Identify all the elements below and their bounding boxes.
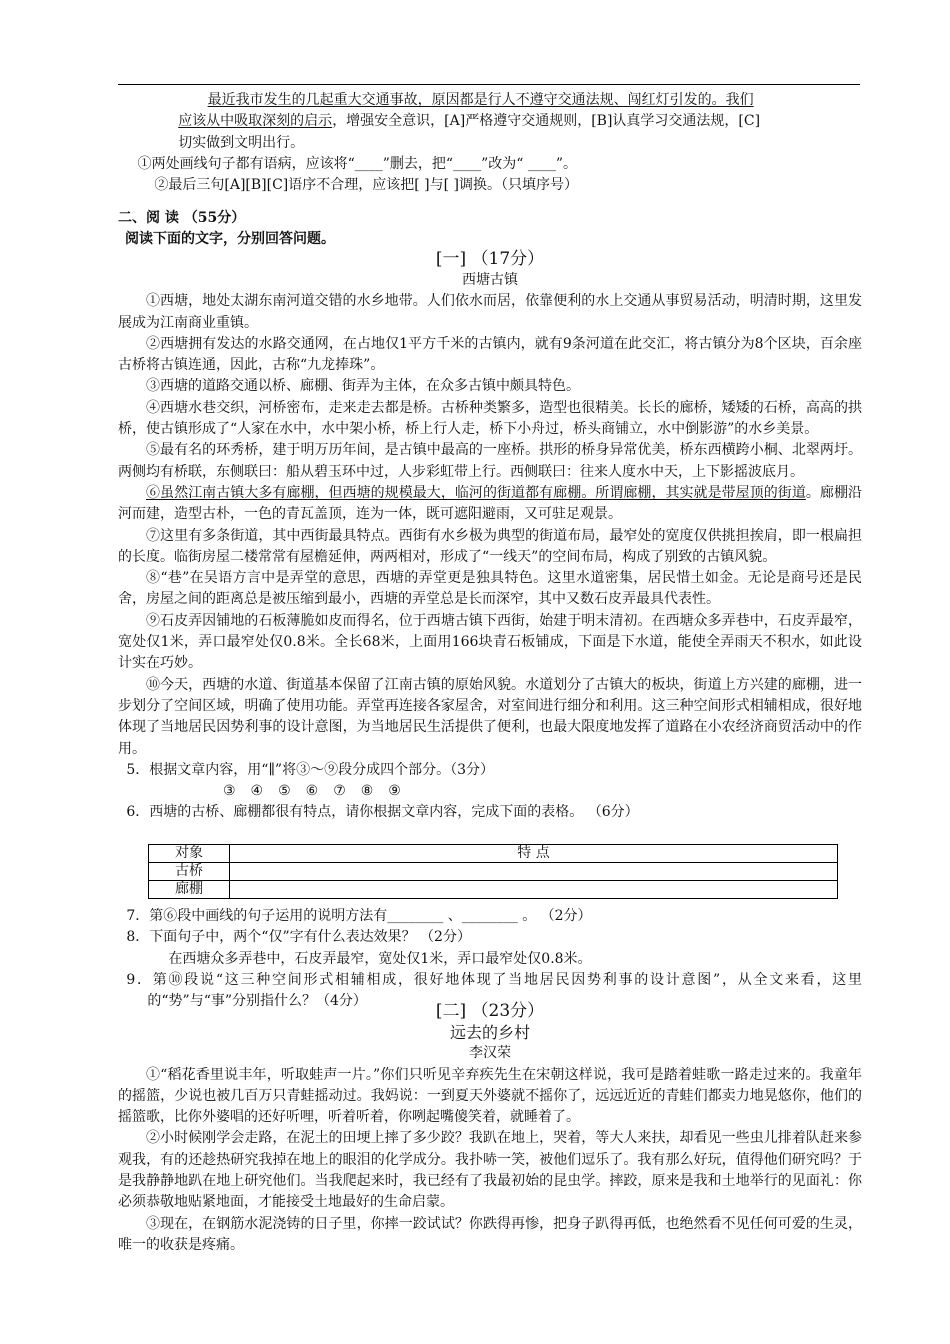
- grammar-question: [118, 90, 862, 196]
- underlined-sentence: 最近我市发生的几起重大交通事故，原因都是行人不遵守交通法规、闯红灯引发的。我们: [207, 92, 754, 108]
- question-7: 7．第⑥段中画线的句子运用的说明方法有________ 、________ 。 （2分）: [126, 908, 592, 924]
- table-row: [149, 863, 838, 881]
- author: 李汉荣: [469, 1045, 511, 1062]
- sentence-line2: [118, 111, 862, 132]
- question-9: 9．第⑩段说“这三种空间形式相辅相成，很好地体现了当地居民因势利事的设计意图”，从全文来看，这里的“势”与“事”分别指什么？（4分）: [126, 971, 862, 1010]
- question-8: 8．下面句子中，两个“仅”字有什么表达效果？ （2分）: [126, 929, 471, 946]
- question-8-quote: 在西塘众多弄巷中，石皮弄最窄，宽处仅1米，弄口最窄处仅0.8米。: [168, 950, 592, 967]
- question-6: 6．西塘的古桥、廊棚都很有特点，请你根据文章内容，完成下面的表格。 （6分）: [126, 804, 639, 821]
- table-header-row: [149, 845, 838, 863]
- passage-two: [118, 1000, 862, 1256]
- paragraph: ⑤最有名的环秀桥，建于明万历年间，是古镇中最高的一座桥。拱形的桥身异常优美，桥东西横跨小桐、北翠两圩。两侧均有桥联，东侧联曰：船从碧玉环中过，人步彩虹带上行。西侧联曰：往来人度水中天，上下影摇波底月。: [118, 442, 862, 480]
- sentence-line3: 切实做到文明出行。: [178, 134, 305, 151]
- paragraph: ③西塘的道路交通以桥、廊棚、街弄为主体，在众多古镇中颇具特色。: [146, 378, 580, 395]
- table-header: 特 点: [230, 845, 838, 863]
- paragraph-numbers: ③④⑤⑥⑦⑧⑨: [223, 783, 416, 800]
- paragraph: ②小时候刚学会走路，在泥土的田埂上摔了多少跤？我趴在地上，哭着，等大人来扶，却看见一些虫儿排着队赶来参观我，有的还趁热研究我掉在地上的眼泪的化学成分。我扑哧一笑，被他们逗乐了。我有那么好玩，值得他们研究吗？于是我静静地趴在地上研究他们。当我爬起来时，我已经有了我最初始的昆虫学。摔跤，原来是我和土地举行的见面礼：你必须恭敬地贴紧地面，才能接受土地最好的生命启蒙。: [118, 1130, 862, 1211]
- part-two-heading: [二] （23分）: [435, 1001, 545, 1021]
- features-table: [148, 844, 838, 899]
- top-rule: [118, 84, 860, 85]
- sentence-rest: ，增强安全意识，[A]严格遵守交通规则，[B]认真学习交通法规，[C]: [332, 113, 761, 130]
- paragraph: ④西塘水巷交织，河桥密布，走来走去都是桥。古桥种类繁多，造型也很精美。长长的廊桥，矮矮的石桥，高高的拱桥，使古镇形成了“人家在水中，水中架小桥，桥上行人走，桥下小舟过，桥头商铺立，水中倒影游”的水乡美景。: [118, 399, 862, 438]
- passage-one: [118, 248, 862, 824]
- paragraph: ②西塘拥有发达的水路交通网，在占地仅1平方千米的古镇内，就有9条河道在此交汇，将古镇分为8个区块，百余座古桥将古镇连通，因此，古称“九龙捧珠”。: [118, 335, 862, 374]
- paragraph: ③现在，在钢筋水泥浇铸的日子里，你摔一跤试试？你跌得再惨，把身子趴得再低，也绝然看不见任何可爱的生灵，唯一的收获是疼痛。: [118, 1215, 862, 1253]
- table-header: 对象: [149, 845, 230, 863]
- paragraph: ①“稻花香里说丰年，听取蛙声一片。”你们只听见辛弃疾先生在宋朝这样说，我可是踏着蛙歌一路走过来的。我童年的摇篮，少说也被几百万只青蛙摇动过。我妈说：一到夏天外婆就不摇你了，远远近近的青蛙们都卖力地晃悠你，他们的摇篮歌，比你外婆唱的还好听哩，听着听着，你咧起嘴傻笑着，就睡着了。: [118, 1066, 862, 1126]
- underlined-sentence-p6: ⑥虽然江南古镇大多有廊棚，但西塘的规模最大，临河的街道都有廊棚。所谓廊棚，其实就是带屋顶的街道: [146, 484, 806, 501]
- section-instruction: 阅读下面的文字，分别回答问题。: [125, 231, 335, 248]
- paragraph-six: [118, 483, 862, 526]
- answer-cell[interactable]: [230, 863, 838, 881]
- sub-question-2: ②最后三句[A][B][C]语序不合理，应该把[ ]与[ ]调换。（只填序号）: [154, 177, 579, 194]
- paragraph: ①西塘，地处太湖东南河道交错的水乡地带。人们依水而居，依靠便利的水上交通从事贸易活动，明清时期，这里发展成为江南商业重镇。: [118, 293, 862, 331]
- section-two: [118, 208, 862, 251]
- answer-cell[interactable]: [230, 881, 838, 899]
- table-row-label: 廊棚: [149, 881, 230, 899]
- table-row: [149, 881, 838, 899]
- paragraph: ⑦这里有多条街道，其中西街最具特点。西街有水乡极为典型的街道布局，最窄处的宽度仅供挑担挨肩，即一根扁担的长度。临街房屋二楼常常有屋檐延伸，两两相对，形成了“一线天”的空间布局，构成了别致的古镇风貌。: [118, 527, 862, 565]
- paragraph: ⑧“巷”在吴语方言中是弄堂的意思，西塘的弄堂更是独具特色。这里水道密集，居民惜土如金。无论是商号还是民舍，房屋之间的距离总是被压缩到最小，西塘的弄堂总是长而深窄，其中又数石皮弄最具代表性。: [118, 570, 862, 608]
- paragraph: ⑩今天，西塘的水道、街道基本保留了江南古镇的原始风貌。水道划分了古镇大的板块，街道上方兴建的廊棚，进一步划分了空间区域，明确了使用功能。弄堂再连接各家屋舍，对室间进行细分和利用。这三种空间形式相辅相成，很好地体现了当地居民因势利事的设计意图，为当地居民生活提供了便利，也最大限度地发挥了道路在小农经济商贸活动中的作用。: [118, 676, 862, 757]
- part-one-heading: [一] （17分）: [435, 249, 545, 269]
- underlined-phrase: 应该从中吸取深刻的启示: [178, 113, 333, 130]
- paragraph: ⑨石皮弄因铺地的石板薄脆如皮而得名，位于西塘古镇下西街，始建于明末清初。在西塘众多弄巷中，石皮弄最窄，宽处仅1米，弄口最窄处仅0.8米。全长68米，上面用166块青石板铺成，下面是下水道，能使全弄雨天不积水，如此设计实在巧妙。: [118, 612, 862, 672]
- paragraph-six-rest: 。廊棚沿河而建，造型古朴，一色的青瓦盖顶，连为一体，既可遮阳避雨，又可驻足观景。: [118, 484, 863, 523]
- passage-two-title: 远去的乡村: [449, 1023, 530, 1042]
- section-heading: 二、阅 读 （55分）: [118, 210, 246, 226]
- questions-7-9: [118, 906, 862, 1012]
- sub-question-1: ①两处画线句子都有语病，应该将“____”删去，把“____”改为“ ____”。: [137, 155, 577, 172]
- table-row-label: 古桥: [149, 863, 230, 881]
- passage-one-title: 西塘古镇: [462, 272, 518, 288]
- question-5: 5．根据文章内容，用“∥”将③～⑨段分成四个部分。（3分）: [126, 761, 494, 778]
